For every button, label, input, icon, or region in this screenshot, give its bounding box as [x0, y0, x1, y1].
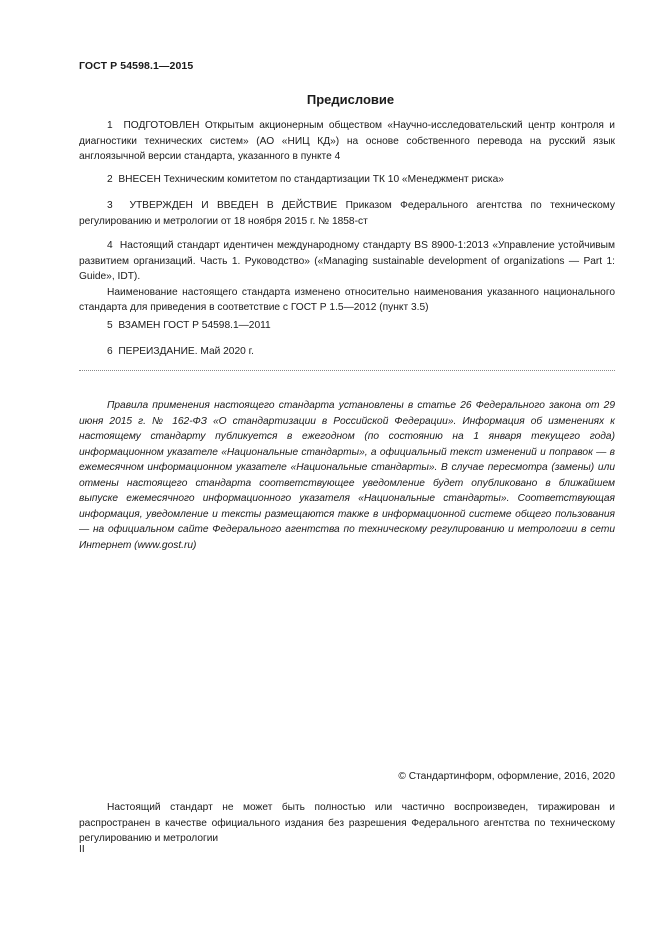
- page-title: Предисловие: [306, 92, 395, 107]
- item-number: 6: [107, 346, 113, 357]
- application-notice: [79, 398, 615, 553]
- item-text: ПЕРЕИЗДАНИЕ. Май 2020 г.: [118, 346, 254, 357]
- foreword-item-5: [79, 318, 615, 334]
- foreword-item-3: [79, 198, 615, 229]
- divider: [79, 370, 615, 371]
- document-code: ГОСТ Р 54598.1—2015: [79, 60, 194, 72]
- foreword-item-2: [79, 172, 615, 188]
- footer-note-text: Настоящий стандарт не может быть полностью или частично воспроизведен, тиражирован и распространен в качестве официального издания без разрешения Федерального агентства по техническому регулированию и метрологии: [79, 802, 615, 844]
- item-text: Настоящий стандарт идентичен международному стандарту BS 8900-1:2013 «Управление устойчивым развитием организаций. Часть 1. Руководство» («Managing sustainable development of organizations — Part 1: Guide», IDT).: [79, 240, 615, 282]
- foreword-item-1: [79, 118, 615, 165]
- item-extra-text: Наименование настоящего стандарта изменено относительно наименования указанного национального стандарта для приведения в соответствие с ГОСТ Р 1.5—2012 (пункт 3.5): [79, 286, 615, 313]
- copyright: © Стандартинформ, оформление, 2016, 2020: [398, 771, 615, 782]
- item-number: 4: [107, 240, 113, 251]
- item-number: 3: [107, 200, 113, 211]
- item-number: 2: [107, 174, 113, 185]
- item-number: 1: [107, 120, 113, 131]
- foreword-item-4: [79, 238, 615, 316]
- notice-text: Правила применения настоящего стандарта установлены в статье 26 Федерального закона от 29 июня 2015 г. № 162-ФЗ «О стандартизации в Российской Федерации». Информация об изменениях к настоящему стандарту публикуется в ежегодном (по состоянию на 1 января текущего года) информационном указателе «Национальные стандарты», а официальный текст изменений и поправок — в ежемесячном информационном указателе «Национальные стандарты». В случае пересмотра (замены) или отмены настоящего стандарта соответствующее уведомление будет опубликовано в ближайшем выпуске ежемесячного информационного указателя «Национальные стандарты». Соответствующая информация, уведомление и тексты размещаются также в информационной системе общего пользования — на официальном сайте Федерального агентства по техническому регулированию и метрологии в сети Интернет (www.gost.ru): [79, 400, 615, 551]
- reproduction-notice: [79, 800, 615, 847]
- item-number: 5: [107, 320, 113, 331]
- item-text: ВЗАМЕН ГОСТ Р 54598.1—2011: [118, 320, 271, 331]
- item-text: ПОДГОТОВЛЕН Открытым акционерным обществом «Научно-исследовательский центр контроля и диагностики технических систем» (АО «НИЦ КД») на основе собственного перевода на русский язык англоязычной версии стандарта, указанного в пункте 4: [79, 120, 615, 162]
- item-text: УТВЕРЖДЕН И ВВЕДЕН В ДЕЙСТВИЕ Приказом Федерального агентства по техническому регулированию и метрологии от 18 ноября 2015 г. № 1858-ст: [79, 200, 615, 227]
- foreword-item-6: [79, 344, 615, 360]
- page-number: II: [79, 844, 85, 855]
- item-text: ВНЕСЕН Техническим комитетом по стандартизации ТК 10 «Менеджмент риска»: [118, 174, 504, 185]
